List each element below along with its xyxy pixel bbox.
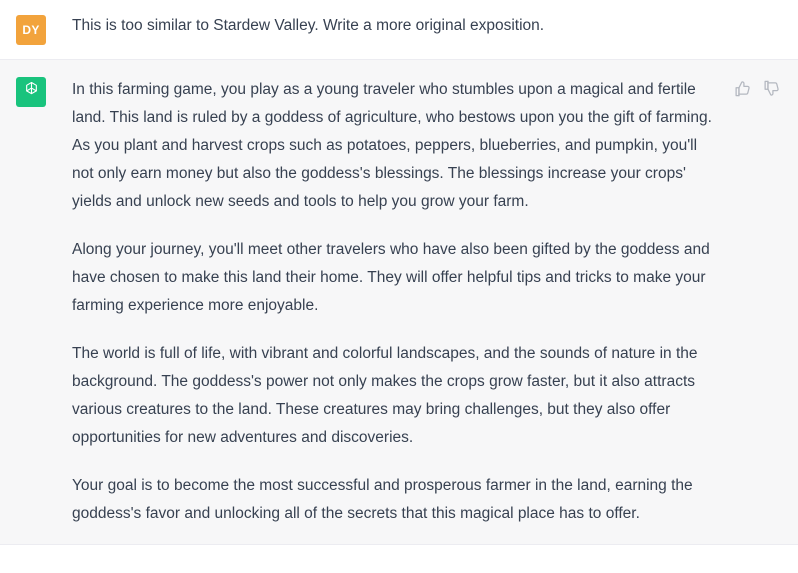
openai-logo-icon (22, 80, 41, 104)
chat-turn-assistant (0, 59, 798, 545)
thumbs-up-icon[interactable] (734, 80, 751, 97)
message-actions (734, 80, 780, 97)
avatar (16, 77, 46, 107)
message-paragraph: In this farming game, you play as a young traveler who stumbles upon a magical and fertile land. This land is ruled by a goddess of agriculture, who bestows upon you the gift of farming. As you plant and harvest crops such as potatoes, peppers, blueberries, and pumpkin, you'll not only earn money but also the goddess's blessings. The blessings increase your crops' yields and unlock new seeds and tools to help you grow your farm. (72, 81, 712, 210)
message-paragraph: Your goal is to become the most successful and prosperous farmer in the land, earning the goddess's favor and unlocking all of the secrets that this magical place has to offer. (72, 477, 693, 522)
message-text-assistant (72, 76, 720, 528)
message-text-user (72, 14, 720, 38)
message-paragraph: This is too similar to Stardew Valley. Write a more original exposition. (72, 17, 545, 34)
message-paragraph: Along your journey, you'll meet other travelers who have also been gifted by the goddess and have chosen to make this land their home. They will offer helpful tips and tricks to make your farming experience more enjoyable. (72, 241, 710, 314)
avatar (16, 15, 46, 45)
chat-turn-user (0, 0, 798, 59)
user-initials-avatar-label: DY (22, 23, 40, 37)
message-paragraph: The world is full of life, with vibrant and colorful landscapes, and the sounds of nature in the background. The goddess's power not only makes the crops grow faster, but it also attracts various creatures to the land. These creatures may bring challenges, but they also offer opportunities for new adventures and discoveries. (72, 345, 698, 446)
thumbs-down-icon[interactable] (763, 80, 780, 97)
